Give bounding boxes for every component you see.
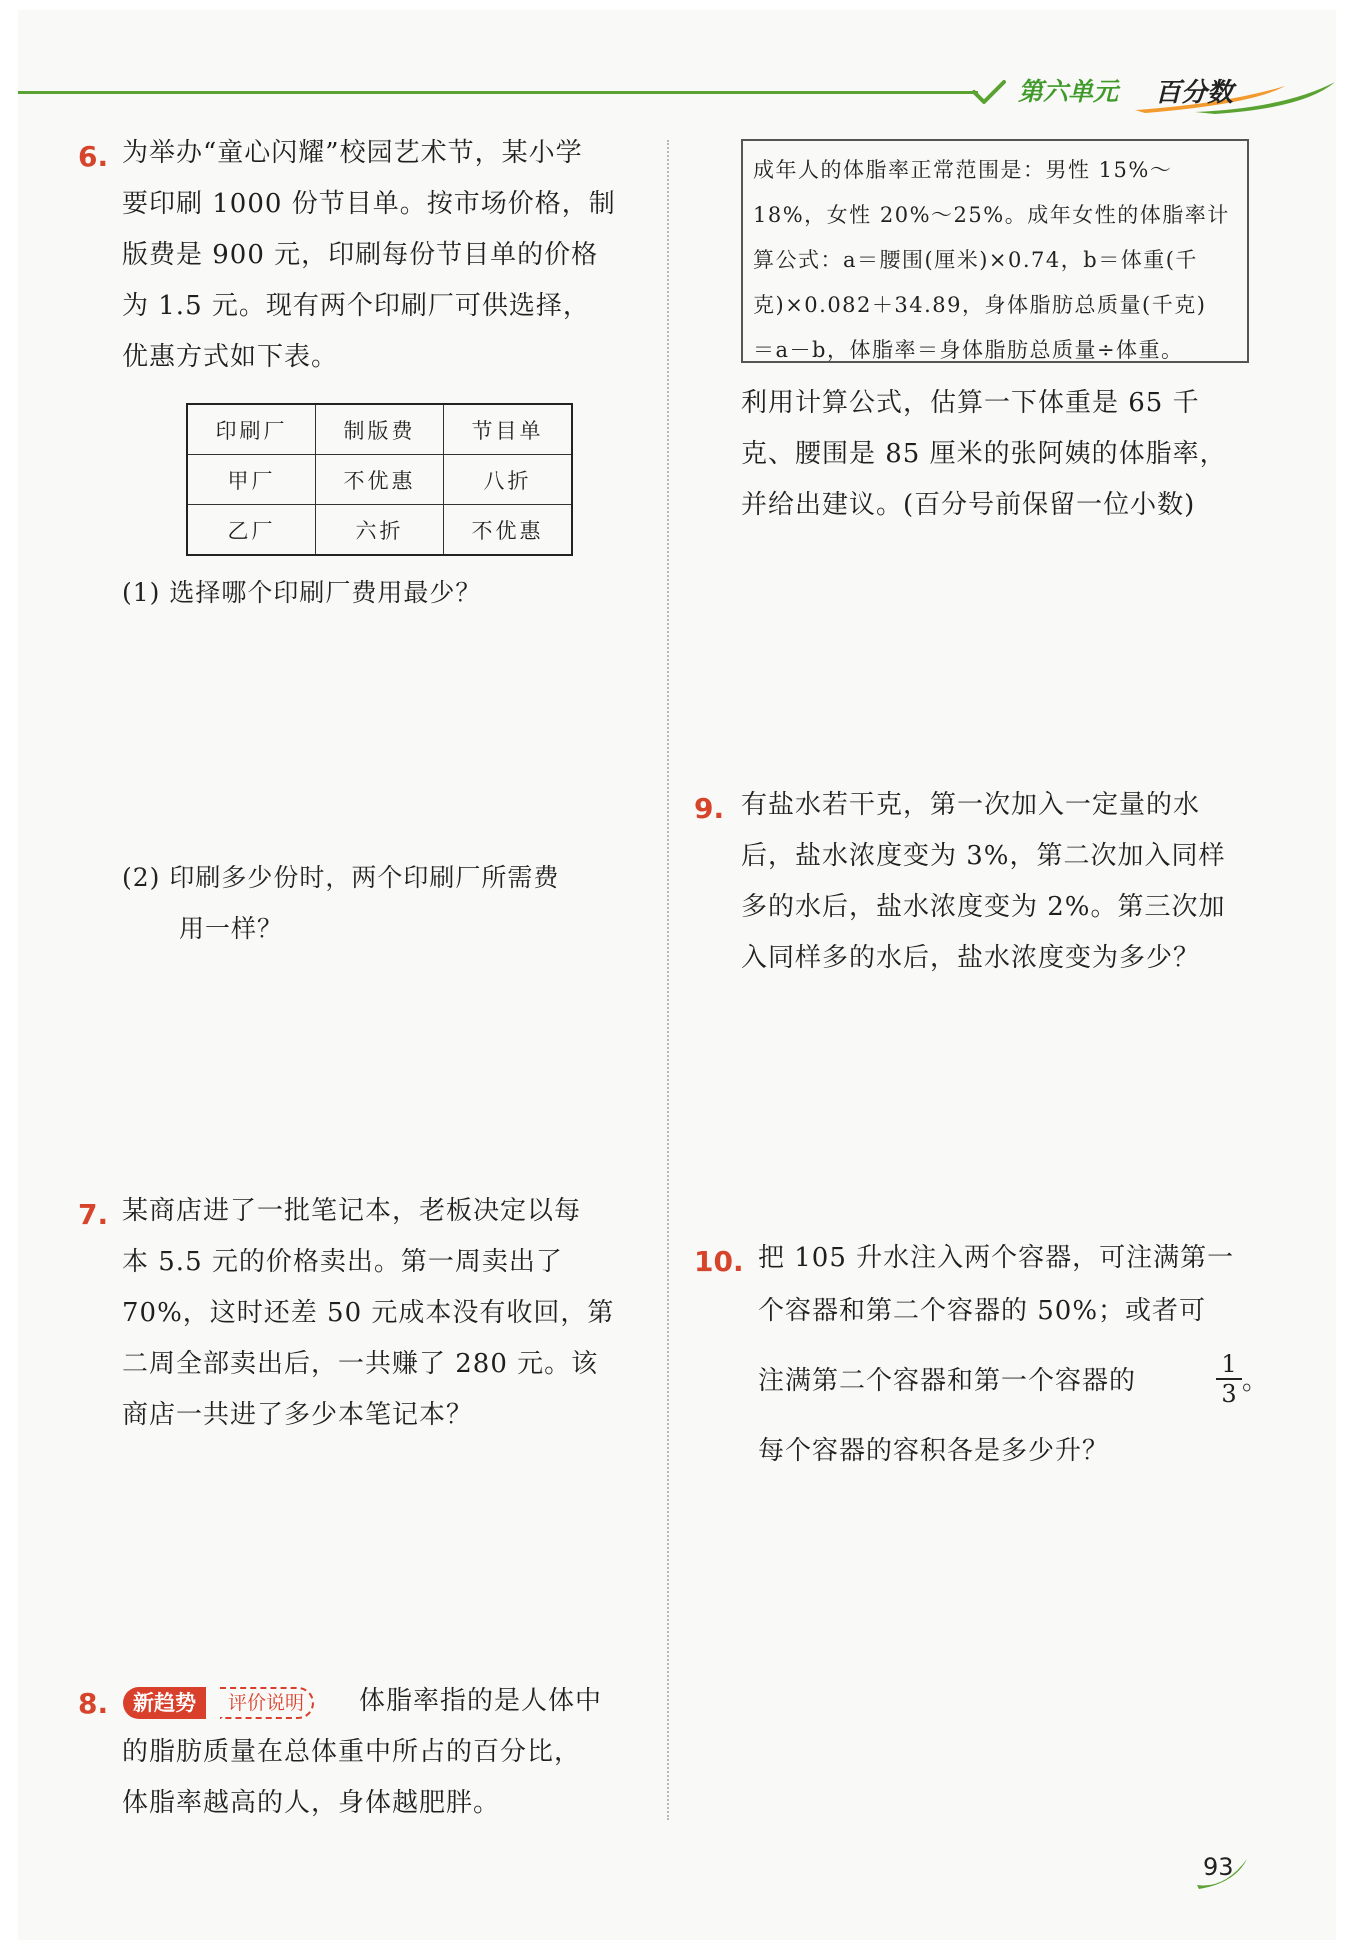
question-8-line: 的脂肪质量在总体重中所占的百分比， <box>122 1737 582 1767</box>
question-8-continuation-line: 克、腰围是 85 厘米的张阿姨的体脂率， <box>741 439 1227 469</box>
table-header-row <box>187 404 572 455</box>
question-9-line: 入同样多的水后，盐水浓度变为多少？ <box>741 943 1201 973</box>
question-10-line: 注满第二个容器和第一个容器的 <box>758 1366 1137 1396</box>
header-rule <box>18 91 978 94</box>
info-box-line: ＝a－b，体脂率＝身体脂肪总质量÷体重。 <box>753 338 1184 362</box>
table-cell: 不优惠 <box>316 455 444 505</box>
question-6-line: 为举办“童心闪耀”校园艺术节，某小学 <box>122 138 583 168</box>
question-10-line: 每个容器的容积各是多少升？ <box>758 1436 1110 1466</box>
printing-discount-table <box>186 403 573 556</box>
question-6-part-2-line: (2) 印刷多少份时，两个印刷厂所需费 <box>122 863 560 892</box>
new-trend-badge: 新趋势 <box>123 1687 206 1719</box>
question-8-line: 体脂率指的是人体中 <box>359 1686 603 1716</box>
question-7-line: 二周全部卖出后，一共赚了 280 元。该 <box>122 1349 599 1379</box>
info-box-line: 算公式：a＝腰围(厘米)×0.74，b＝体重(千 <box>753 248 1198 272</box>
question-8-continuation-line: 利用计算公式，估算一下体重是 65 千 <box>741 388 1200 418</box>
question-8-text <box>122 1727 581 1829</box>
question-6-part-1: (1) 选择哪个印刷厂费用最少？ <box>122 578 482 607</box>
fraction-denominator: 3 <box>1221 1380 1237 1408</box>
question-9-number: 9. <box>694 792 725 825</box>
question-8-continuation-line: 并给出建议。(百分号前保留一位小数) <box>741 490 1196 520</box>
info-box-line: 成年人的体脂率正常范围是：男性 15%～ <box>753 158 1173 182</box>
table-cell: 六折 <box>316 505 444 556</box>
table-header-cell: 制版费 <box>316 404 444 455</box>
question-10-line: 个容器和第二个容器的 50%；或者可 <box>758 1296 1207 1326</box>
question-7-line: 本 5.5 元的价格卖出。第一周卖出了 <box>122 1247 563 1277</box>
question-8-number: 8. <box>78 1687 109 1720</box>
question-9-line: 多的水后，盐水浓度变为 2%。第三次加 <box>741 892 1226 922</box>
table-row <box>187 505 572 556</box>
question-10-number: 10. <box>694 1245 744 1278</box>
evaluation-note-badge: 评价说明 <box>220 1687 314 1719</box>
table-header-cell: 印刷厂 <box>187 404 316 455</box>
unit-label: 第六单元 <box>1018 77 1119 106</box>
table-cell: 甲厂 <box>187 455 316 505</box>
table-cell: 乙厂 <box>187 505 316 556</box>
question-6-line: 为 1.5 元。现有两个印刷厂可供选择， <box>122 291 590 321</box>
question-7-line: 商店一共进了多少本笔记本？ <box>122 1400 474 1430</box>
table-header-cell: 节目单 <box>444 404 573 455</box>
check-mark-icon <box>972 80 1006 106</box>
question-6-line: 优惠方式如下表。 <box>122 342 339 372</box>
question-6-line: 要印刷 1000 份节目单。按市场价格，制 <box>122 189 616 219</box>
page-number: 93 <box>1203 1853 1234 1881</box>
info-box-line: 18%，女性 20%～25%。成年女性的体脂率计 <box>753 203 1230 227</box>
section-title: 百分数 <box>1155 78 1234 108</box>
table-cell: 不优惠 <box>444 505 573 556</box>
question-10-period: 。 <box>1242 1366 1270 1396</box>
question-8-continuation <box>741 378 1227 531</box>
question-6-part-2 <box>122 852 559 954</box>
fraction-numerator: 1 <box>1216 1350 1242 1380</box>
question-6-number: 6. <box>78 140 109 173</box>
info-box-line: 克)×0.082＋34.89，身体脂肪总质量(千克) <box>753 293 1207 317</box>
question-9-line: 后，盐水浓度变为 3%，第二次加入同样 <box>741 841 1226 871</box>
table-row <box>187 455 572 505</box>
question-8-line: 体脂率越高的人，身体越肥胖。 <box>122 1788 501 1818</box>
question-7-text <box>122 1186 614 1441</box>
question-6-text <box>122 128 616 383</box>
question-7-number: 7. <box>78 1198 109 1231</box>
question-9-line: 有盐水若干克，第一次加入一定量的水 <box>741 790 1201 820</box>
question-6-line: 版费是 900 元，印刷每份节目单的价格 <box>122 240 599 270</box>
fraction-one-third <box>1216 1350 1242 1408</box>
table-cell: 八折 <box>444 455 573 505</box>
column-divider <box>667 140 669 1820</box>
question-6-part-2-line: 用一样？ <box>179 914 284 943</box>
question-7-line: 某商店进了一批笔记本，老板决定以每 <box>122 1196 582 1226</box>
question-7-line: 70%，这时还差 50 元成本没有收回，第 <box>122 1298 615 1328</box>
question-9-text <box>741 780 1226 984</box>
body-fat-info-box <box>741 139 1249 363</box>
question-10-line: 把 105 升水注入两个容器，可注满第一 <box>758 1243 1235 1273</box>
